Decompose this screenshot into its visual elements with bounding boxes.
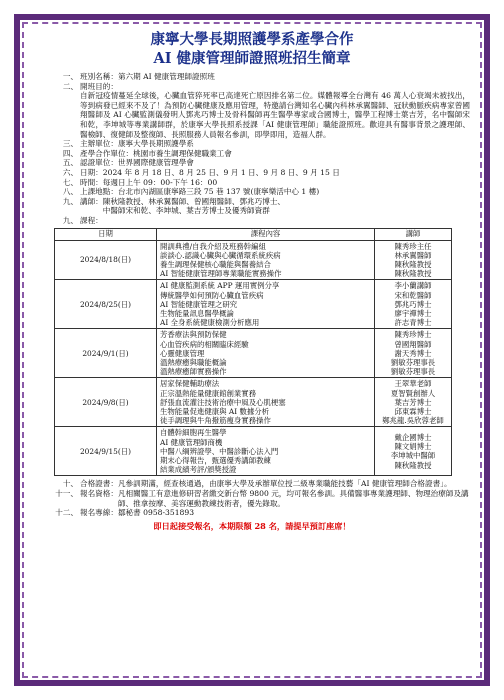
content-line: 中醫八綱辨證學、中醫診斷心法入門 [160, 446, 279, 456]
content-line: 結業成績考評/頒獎授證 [160, 465, 237, 475]
section-label: 合格證書： [80, 479, 118, 489]
content-line: 芳香療法與預防保健 [160, 330, 227, 340]
section-number: 四、 [62, 148, 78, 158]
header-teacher: 講師 [375, 228, 452, 240]
section-label: 主辦單位： [80, 139, 118, 149]
teacher-line: 葉吉芳博士 [394, 397, 432, 407]
section-value: 台北市內湖區康寧路三段 75 巷 137 號(康寧樂活中心 1 樓) [117, 187, 320, 197]
content-line: 舒張血流灌注技術治療中風及心肌梗塞 [160, 397, 286, 407]
section-label: 班別名稱： [80, 72, 118, 81]
section-organizer [34, 139, 470, 149]
teacher-line: 鄭兆龍.吳欣蓉老師 [382, 416, 444, 426]
section-value [103, 197, 470, 216]
section-number: 一、 [62, 72, 78, 81]
teacher-line: 陳秋隆教授 [394, 259, 432, 269]
content-line: AI 智能健康管理之研究 [160, 299, 238, 309]
content-line: AI 健康管理師商機 [160, 437, 223, 447]
row-teachers [375, 427, 452, 476]
section-label: 課程： [80, 215, 103, 225]
teacher-line: 宋和乾醫師 [394, 290, 432, 300]
section-value: 凡參訓期滿，經查核通過，由康寧大學及承辦單位授二級專業職能技藝「AI 健康管理師合格證書」。 [117, 479, 452, 489]
content-line: 開訓典禮/自我介紹及班務幹編組 [160, 241, 266, 251]
teacher-line: 劉敏芬理事長 [390, 367, 436, 377]
teacher-line: 邱東霖博士 [394, 406, 432, 416]
section-value: 2024 年 8 月 18 日、8 月 25 日、9 月 1 日、9 月 8 日、9 月 15 日 [102, 167, 340, 177]
section-number: 七、 [62, 177, 78, 187]
header-date: 日期 [55, 228, 157, 240]
section-value: 康寧大學長期照護學系 [117, 139, 194, 149]
section-time [34, 178, 470, 188]
section-dates [34, 168, 470, 178]
teacher-line: 李坤城中醫師 [390, 451, 436, 461]
row-content [157, 240, 375, 280]
row-teachers [375, 240, 452, 280]
section-curriculum [34, 216, 470, 226]
content-line: AI 智能健康管理師專業職能實務操作 [160, 269, 282, 279]
teacher-line: 夏智賢創辦人 [390, 388, 436, 398]
section-number: 八、 [62, 187, 78, 197]
content-line: 談談心.認識心臟與心臟循環系統疾病 [160, 250, 281, 260]
content-line: 生物能量促進健康與 AI 數據分析 [160, 406, 270, 416]
table-row [55, 280, 452, 329]
teacher-line: 陳秀珍博士 [394, 330, 432, 340]
teacher-line: 陳秀珍主任 [394, 241, 432, 251]
teacher-line: 林承翼醫師 [394, 250, 432, 260]
section-value: 鄒秘書 0958-351893 [117, 508, 195, 518]
brochure-content [34, 30, 470, 670]
teacher-line: 謝天秀博士 [394, 348, 432, 358]
section-number: 十、 [62, 479, 78, 489]
section-certifier [34, 158, 470, 168]
teacher-line: 陳秋隆教授 [394, 460, 432, 470]
row-content [157, 378, 375, 427]
content-line: AI 全身系統健康檢測分析應用 [160, 318, 260, 328]
section-number: 五、 [62, 158, 78, 168]
content-line: 傳統醫學如何預防心臟血管疾病 [160, 290, 264, 300]
row-teachers [375, 329, 452, 378]
content-line: 居家保健輔助療法 [160, 379, 220, 389]
section-value: 世界國際健康管理學會 [117, 158, 194, 168]
section-class-name [34, 72, 470, 82]
lecturers-line-1: 陳秋隆教授、林承翼醫師、曾國翔醫師、鄧兆巧博士、 [102, 196, 286, 206]
teacher-line: 王翠華老師 [394, 379, 432, 389]
section-label: 時間： [80, 177, 103, 187]
section-label: 上課地點： [80, 187, 118, 197]
teacher-line: 李小蘭講師 [394, 281, 432, 291]
section-label: 產學合作單位： [80, 148, 134, 158]
table-row [55, 378, 452, 427]
row-content [157, 329, 375, 378]
purpose-paragraph: 自新冠疫情蔓延全球後，心臟血管猝死率已高達死亡原因排名第二位。媒體報導全台灣有 46 萬人心衰竭未被找出，等到病發已經來不及了！為預防心臟健康及應用管理，特邀請台灣知名心臟內科林承翼醫師、冠狀動脈疾病專家曾國翔醫師及 AI 心臟監測儀發明人鄧兆巧博士及骨科醫師再生醫學專家或合國博士，醫學工程博士葉吉芳，名中醫師宋和乾，李坤城等專業講師群，於康寧大學長照系授課「AI 健康管理師」職能證照班。歡迎具有醫事背景之護理師、醫檢師、復健師及整復師、長照服務人員報名參訓，即學即用，造福人群。 [80, 91, 470, 139]
row-date: 2024/8/25(日) [55, 280, 157, 329]
content-line: 徒手調理與牛角撥筋瘦身實務操作 [160, 416, 271, 426]
section-label: 講師： [80, 196, 103, 206]
section-eligibility [34, 489, 470, 508]
lecturers-line-2: 中醫師宋和乾、李坤城、葉吉芳博士及優秀師資群 [102, 206, 270, 216]
content-line: 溫熱療癒師實務操作 [160, 367, 227, 377]
section-label: 日期： [80, 167, 103, 177]
content-line: 期末心得報告，甄選優秀講師教練 [160, 455, 271, 465]
teacher-line: 廖宇禪博士 [394, 308, 432, 318]
content-line: 生物能量訊息醫學概論 [160, 308, 234, 318]
section-value: 凡相關醫工有意進修研習者繳交新台幣 9800 元，均可報名參訓。具備醫事專業護理師、物理治療師及講師、推拿按摩、美容運動教練技術者，優先錄取。 [117, 488, 469, 508]
section-number: 十二、 [55, 508, 78, 518]
teacher-line: 戴企國博士 [394, 432, 432, 442]
table-row [55, 427, 452, 476]
title-line-2: AI 健康管理師證照班招生簡章 [153, 50, 351, 67]
section-number: 九、 [62, 215, 78, 225]
curriculum-table [54, 228, 452, 477]
table-row [55, 329, 452, 378]
table-header-row [55, 228, 452, 240]
table-row [55, 240, 452, 280]
section-number: 九、 [62, 196, 78, 206]
row-content [157, 427, 375, 476]
row-teachers [375, 280, 452, 329]
row-date: 2024/8/18(日) [55, 240, 157, 280]
section-number: 六、 [62, 167, 78, 177]
section-location [34, 187, 470, 197]
section-value: 每週日上午 09：00-下午 16：00 [102, 177, 218, 187]
section-hotline [34, 508, 470, 518]
section-partner [34, 149, 470, 159]
section-label: 開班目的： [80, 81, 118, 91]
row-date: 2024/9/15(日) [55, 427, 157, 476]
teacher-line: 鄧兆巧博士 [394, 299, 432, 309]
content-line: 心血管疾病的相關臨床經驗 [160, 339, 249, 349]
row-date: 2024/9/1(日) [55, 329, 157, 378]
content-line: 養生調理保健核心職能與醫養結合 [160, 259, 271, 269]
title-line-1: 康寧大學長期照護學系產學合作 [150, 31, 354, 48]
header-content: 課程內容 [157, 228, 375, 240]
teacher-line: 曾國翔醫師 [394, 339, 432, 349]
section-number: 三、 [62, 139, 78, 149]
section-certificate [34, 479, 470, 489]
section-label: 報名資格： [80, 488, 118, 498]
teacher-line: 陳文娟博士 [394, 442, 432, 452]
row-content [157, 280, 375, 329]
content-line: AI 健康監測系統 APP 運用實例分享 [160, 281, 280, 291]
section-value: 第六期 AI 健康管理師證照班 [117, 72, 215, 81]
section-purpose [34, 82, 470, 92]
section-lecturers [34, 197, 470, 216]
section-label: 認證單位： [80, 158, 118, 168]
row-date: 2024/9/8(日) [55, 378, 157, 427]
section-number: 十一、 [55, 488, 78, 498]
section-label: 報名專線： [80, 508, 118, 518]
row-teachers [375, 378, 452, 427]
content-line: 自體幹細胞再生醫學 [160, 428, 227, 438]
content-line: 正宗溫熱能量健康館創業實務 [160, 388, 257, 398]
content-line: 心靈健康管理 [160, 348, 205, 358]
teacher-line: 劉敏芬理事長 [390, 357, 436, 367]
section-value: 桃園市養生調理保健職業工會 [133, 148, 232, 158]
teacher-line: 陳秋隆教授 [394, 269, 432, 279]
content-line: 溫熱療癒與職能概論 [160, 357, 227, 367]
section-number: 二、 [62, 81, 78, 91]
teacher-line: 許志青博士 [394, 318, 432, 328]
enrollment-notice: 即日起接受報名，本期限額 28 名，請提早預訂座席！ [153, 520, 351, 531]
